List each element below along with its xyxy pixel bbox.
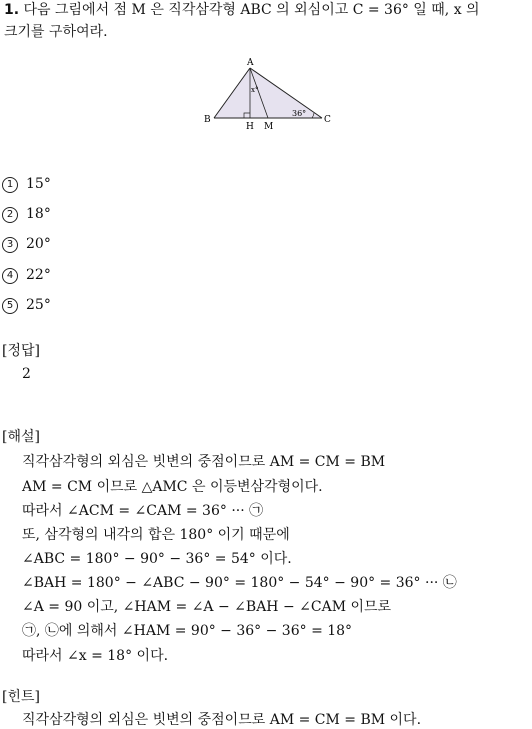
choice-text-3: 20° (26, 236, 51, 252)
explanation-line-8: ㉠, ㉡에 의해서 ∠HAM = 90° − 36° − 36° = 18° (22, 623, 353, 639)
explanation-line-5: ∠ABC = 180° − 90° − 36° = 54° 이다. (22, 551, 292, 567)
answer-header: [정답] (2, 343, 40, 359)
label-x: x° (251, 86, 259, 94)
label-h: H (246, 122, 254, 132)
choice-mark-2: 2 (2, 207, 18, 223)
choice-4[interactable] (2, 267, 51, 284)
choice-1[interactable] (2, 176, 51, 193)
question-text-1: 다음 그림에서 점 M 은 직각삼각형 ABC 의 외심이고 C = 36° 일 때, x 의 (23, 2, 480, 18)
explanation-line-4: 또, 삼각형의 내각의 합은 180° 이기 때문에 (22, 527, 290, 543)
question-text-2: 크기를 구하여라. (4, 24, 108, 40)
choice-text-2: 18° (26, 206, 51, 222)
choice-text-4: 22° (26, 267, 51, 283)
choice-5[interactable] (2, 297, 51, 314)
choice-3[interactable] (2, 236, 51, 253)
question-number: 1. (4, 2, 20, 18)
question-line-1 (4, 0, 480, 20)
label-a: A (247, 58, 254, 68)
explanation-line-3: 따라서 ∠ACM = ∠CAM = 36° ··· ㉠ (22, 503, 264, 519)
choice-mark-4: 4 (2, 268, 18, 284)
choice-mark-5: 5 (2, 298, 18, 314)
hint-header: [힌트] (2, 689, 40, 705)
explanation-header: [해설] (2, 429, 40, 445)
choice-mark-1: 1 (2, 177, 18, 193)
explanation-line-6: ∠BAH = 180° − ∠ABC − 90° = 180° − 54° − 90° = 36° ··· ㉡ (22, 575, 457, 591)
choice-2[interactable] (2, 206, 51, 223)
label-36: 36° (292, 109, 307, 118)
label-b: B (204, 115, 211, 125)
label-c: C (324, 115, 331, 125)
explanation-line-1: 직각삼각형의 외심은 빗변의 중점이므로 AM = CM = BM (22, 454, 386, 470)
answer-value: 2 (22, 366, 31, 382)
explanation-line-2: AM = CM 이므로 △AMC 은 이등변삼각형이다. (22, 479, 323, 495)
explanation-line-9: 따라서 ∠x = 18° 이다. (22, 648, 169, 664)
hint-line: 직각삼각형의 외심은 빗변의 중점이므로 AM = CM = BM 이다. (22, 712, 422, 728)
choice-text-1: 15° (26, 176, 51, 192)
question-line-2 (4, 22, 108, 42)
choice-text-5: 25° (26, 297, 51, 313)
explanation-line-7: ∠A = 90 이고, ∠HAM = ∠A − ∠BAH − ∠CAM 이므로 (22, 599, 392, 615)
choice-mark-3: 3 (2, 237, 18, 253)
label-m: M (264, 122, 274, 132)
triangle-figure (200, 58, 340, 132)
